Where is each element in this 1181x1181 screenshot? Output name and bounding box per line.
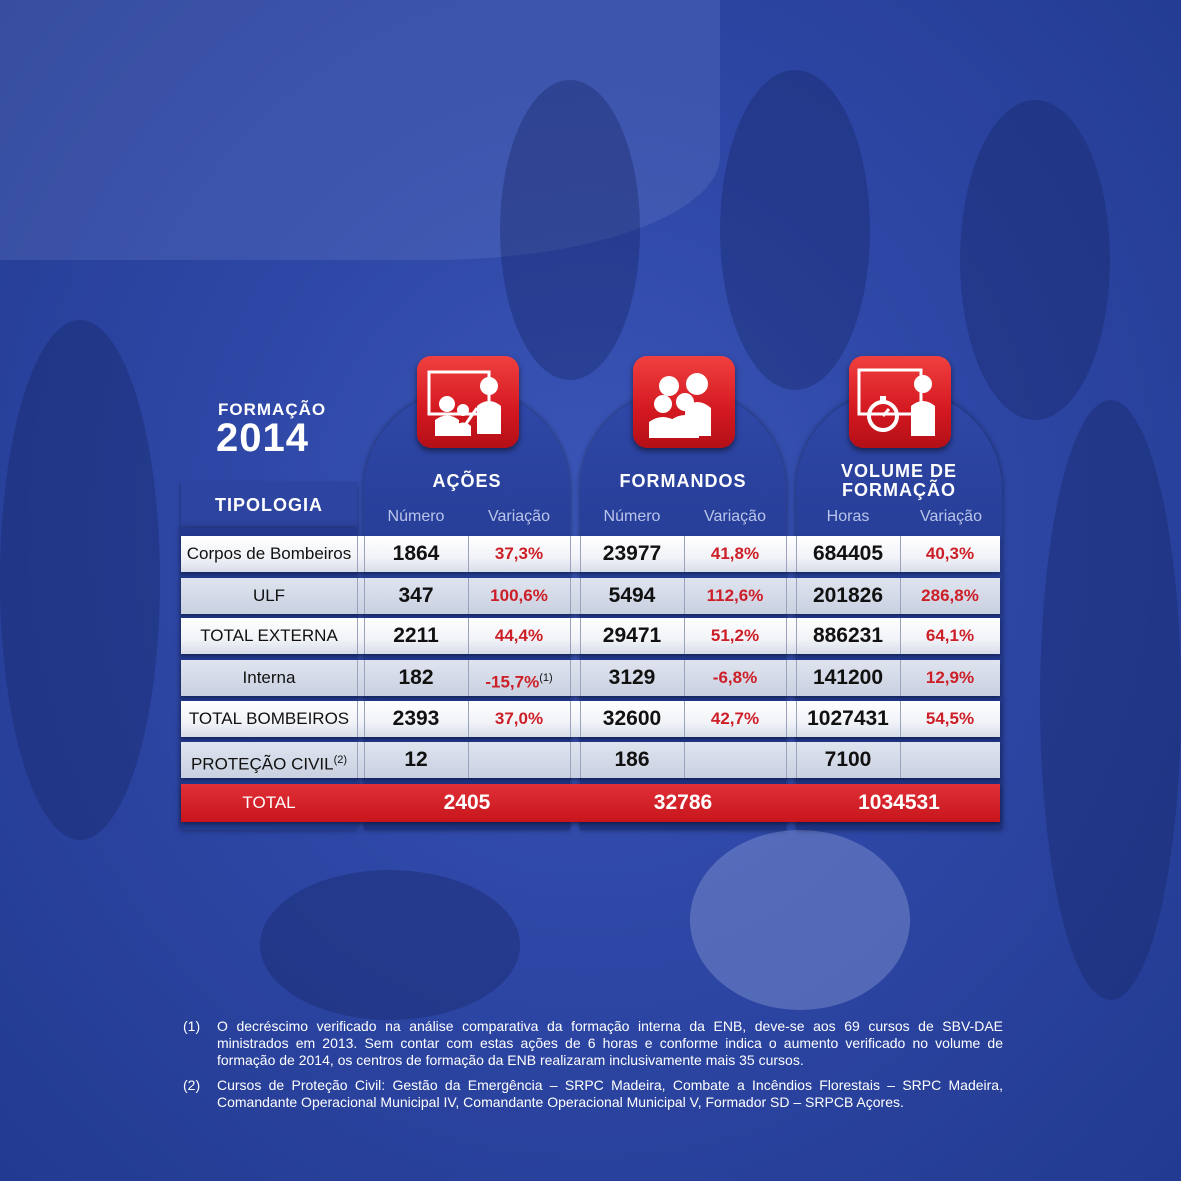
acoes-label: AÇÕES bbox=[432, 471, 502, 491]
formandos-variacao: 42,7% bbox=[710, 709, 760, 728]
horas-variacao-header: Variação bbox=[920, 508, 982, 525]
column-divider bbox=[357, 618, 358, 654]
total-label: TOTAL bbox=[242, 793, 296, 812]
column-divider bbox=[786, 701, 787, 737]
column-divider bbox=[786, 660, 787, 696]
formandos-variacao bbox=[684, 742, 786, 778]
acoes-variacao: 44,4% bbox=[494, 626, 544, 645]
column-divider bbox=[357, 536, 358, 572]
acoes-variacao: 37,3% bbox=[494, 544, 544, 563]
column-divider bbox=[468, 578, 469, 614]
column-divider bbox=[468, 742, 469, 778]
formandos-variacao: 41,8% bbox=[710, 544, 760, 563]
background-photo-shape bbox=[960, 100, 1110, 420]
column-divider bbox=[900, 701, 901, 737]
formandos-numero: 23977 bbox=[602, 542, 662, 565]
row-label: Corpos de Bombeiros bbox=[186, 544, 352, 563]
row-label: PROTEÇÃO CIVIL$^{(2)}$ bbox=[190, 754, 348, 774]
formandos-variacao-header: Variação bbox=[704, 508, 766, 525]
horas-variacao: 12,9% bbox=[925, 668, 975, 687]
column-divider bbox=[786, 578, 787, 614]
horas-valor: 684405 bbox=[812, 542, 884, 565]
horas-valor: 7100 bbox=[824, 748, 872, 771]
column-divider bbox=[900, 536, 901, 572]
horas-variacao: 40,3% bbox=[925, 544, 975, 563]
column-divider bbox=[580, 742, 581, 778]
acoes-variacao: 100,6% bbox=[490, 586, 548, 605]
acoes-variacao: -15,7%$^{(1)}$ bbox=[485, 672, 553, 692]
column-divider bbox=[364, 701, 365, 737]
column-divider bbox=[796, 660, 797, 696]
column-divider bbox=[570, 536, 571, 572]
formandos-variacao: 112,6% bbox=[706, 586, 764, 605]
column-divider bbox=[468, 660, 469, 696]
instructor-trainees-icon bbox=[417, 356, 519, 448]
table-row bbox=[181, 618, 1000, 654]
trainees-group-icon bbox=[633, 356, 735, 448]
horas-variacao: 286,8% bbox=[921, 586, 979, 605]
stopwatch-instructor-icon bbox=[849, 356, 951, 448]
column-divider bbox=[900, 618, 901, 654]
acoes-numero: 2393 bbox=[392, 707, 440, 730]
total-horas: 1034531 bbox=[858, 791, 940, 814]
background-photo-shape bbox=[1040, 400, 1181, 1000]
total-row bbox=[181, 784, 1000, 822]
row-label: TOTAL EXTERNA bbox=[200, 626, 338, 645]
column-divider bbox=[468, 701, 469, 737]
formandos-variacao: -6,8% bbox=[712, 668, 758, 687]
column-divider bbox=[900, 578, 901, 614]
acoes-numero: 182 bbox=[398, 666, 434, 689]
column-divider bbox=[357, 701, 358, 737]
column-divider bbox=[900, 660, 901, 696]
horas-valor: 201826 bbox=[812, 584, 884, 607]
column-divider bbox=[684, 701, 685, 737]
total-formandos: 32786 bbox=[653, 791, 713, 814]
background-photo-shape bbox=[0, 320, 160, 840]
column-divider bbox=[570, 578, 571, 614]
column-divider bbox=[364, 660, 365, 696]
table-row bbox=[181, 660, 1000, 696]
column-divider bbox=[468, 536, 469, 572]
acoes-variacao: 37,0% bbox=[494, 709, 544, 728]
footnote-text: Cursos de Proteção Civil: Gestão da Emergência – SRPC Madeira, Combate a Incêndios Florestais – SRPC Madeira, Comandante Operacional Municipal IV, Comandante Operacional Municipal V, Formador SD – SRPCB Açores. bbox=[217, 1077, 1003, 1110]
background-photo-shape bbox=[260, 870, 520, 1020]
column-divider bbox=[786, 536, 787, 572]
acoes-numero: 347 bbox=[398, 584, 434, 607]
total-acoes: 2405 bbox=[443, 791, 491, 814]
formandos-numero: 29471 bbox=[602, 624, 662, 647]
column-divider bbox=[580, 701, 581, 737]
column-divider bbox=[796, 578, 797, 614]
acoes-variacao bbox=[468, 742, 570, 778]
column-divider bbox=[364, 618, 365, 654]
tipologia-header: TIPOLOGIA bbox=[181, 482, 357, 528]
column-divider bbox=[357, 742, 358, 778]
horas-header: Horas bbox=[826, 508, 870, 525]
column-divider bbox=[570, 701, 571, 737]
background-photo-shape bbox=[500, 80, 640, 380]
column-divider bbox=[580, 536, 581, 572]
header-year: 2014 bbox=[216, 416, 309, 460]
column-divider bbox=[364, 536, 365, 572]
formandos-numero: 5494 bbox=[608, 584, 656, 607]
horas-valor: 141200 bbox=[812, 666, 884, 689]
formandos-numero-header: Número bbox=[603, 508, 661, 525]
footnote-marker: (1) bbox=[539, 672, 553, 684]
column-divider bbox=[786, 742, 787, 778]
horas-variacao: 54,5% bbox=[925, 709, 975, 728]
horas-variacao: 64,1% bbox=[925, 626, 975, 645]
column-divider bbox=[364, 742, 365, 778]
footnote-number: (2) bbox=[183, 1077, 201, 1093]
header-label: FORMAÇÃO bbox=[218, 400, 327, 419]
horas-valor: 886231 bbox=[812, 624, 884, 647]
row-label: ULF bbox=[252, 586, 286, 605]
footnote bbox=[183, 1018, 1003, 1069]
formandos-numero: 32600 bbox=[602, 707, 662, 730]
background-photo-shape bbox=[720, 70, 870, 390]
column-divider bbox=[468, 618, 469, 654]
column-divider bbox=[684, 660, 685, 696]
footnotes bbox=[183, 1018, 1003, 1119]
column-divider bbox=[684, 578, 685, 614]
footnote-marker: (2) bbox=[333, 754, 348, 766]
acoes-numero: 12 bbox=[404, 748, 428, 771]
formandos-variacao: 51,2% bbox=[710, 626, 760, 645]
footnote-text: O decréscimo verificado na análise comparativa da formação interna da ENB, deve-se aos 69 cursos de SBV-DAE ministrados em 2013. Sem contar com estas ações de 6 horas e conforme indica o aumento verificado no volume de formação de 2014, os centros de formação da ENB realizaram inclusivamente mais 35 cursos. bbox=[217, 1018, 1003, 1068]
table-row bbox=[181, 742, 1000, 778]
column-divider bbox=[684, 536, 685, 572]
acoes-numero: 1864 bbox=[392, 542, 440, 565]
column-divider bbox=[580, 578, 581, 614]
table-row bbox=[181, 578, 1000, 614]
background-photo-shape bbox=[690, 830, 910, 1010]
formandos-numero: 186 bbox=[614, 748, 650, 771]
footnote bbox=[183, 1077, 1003, 1111]
acoes-numero: 2211 bbox=[393, 624, 439, 647]
column-divider bbox=[580, 660, 581, 696]
volume-label: VOLUME DE FORMAÇÃO bbox=[840, 461, 957, 500]
row-label: TOTAL BOMBEIROS bbox=[188, 709, 350, 728]
table-row bbox=[181, 536, 1000, 572]
horas-valor: 1027431 bbox=[807, 707, 889, 730]
row-label: Interna bbox=[242, 668, 296, 687]
column-divider bbox=[796, 618, 797, 654]
column-divider bbox=[796, 742, 797, 778]
column-divider bbox=[796, 701, 797, 737]
column-divider bbox=[684, 742, 685, 778]
acoes-numero-header: Número bbox=[387, 508, 445, 525]
column-divider bbox=[357, 578, 358, 614]
column-divider bbox=[570, 660, 571, 696]
column-divider bbox=[796, 536, 797, 572]
table-row bbox=[181, 701, 1000, 737]
column-divider bbox=[570, 618, 571, 654]
column-divider bbox=[580, 618, 581, 654]
acoes-variacao-header: Variação bbox=[488, 508, 550, 525]
column-divider bbox=[786, 618, 787, 654]
formandos-numero: 3129 bbox=[608, 666, 656, 689]
column-divider bbox=[364, 578, 365, 614]
horas-variacao bbox=[900, 742, 1000, 778]
footnote-number: (1) bbox=[183, 1018, 201, 1034]
column-divider bbox=[570, 742, 571, 778]
column-divider bbox=[684, 618, 685, 654]
column-divider bbox=[900, 742, 901, 778]
formandos-label: FORMANDOS bbox=[619, 471, 747, 491]
column-divider bbox=[357, 660, 358, 696]
